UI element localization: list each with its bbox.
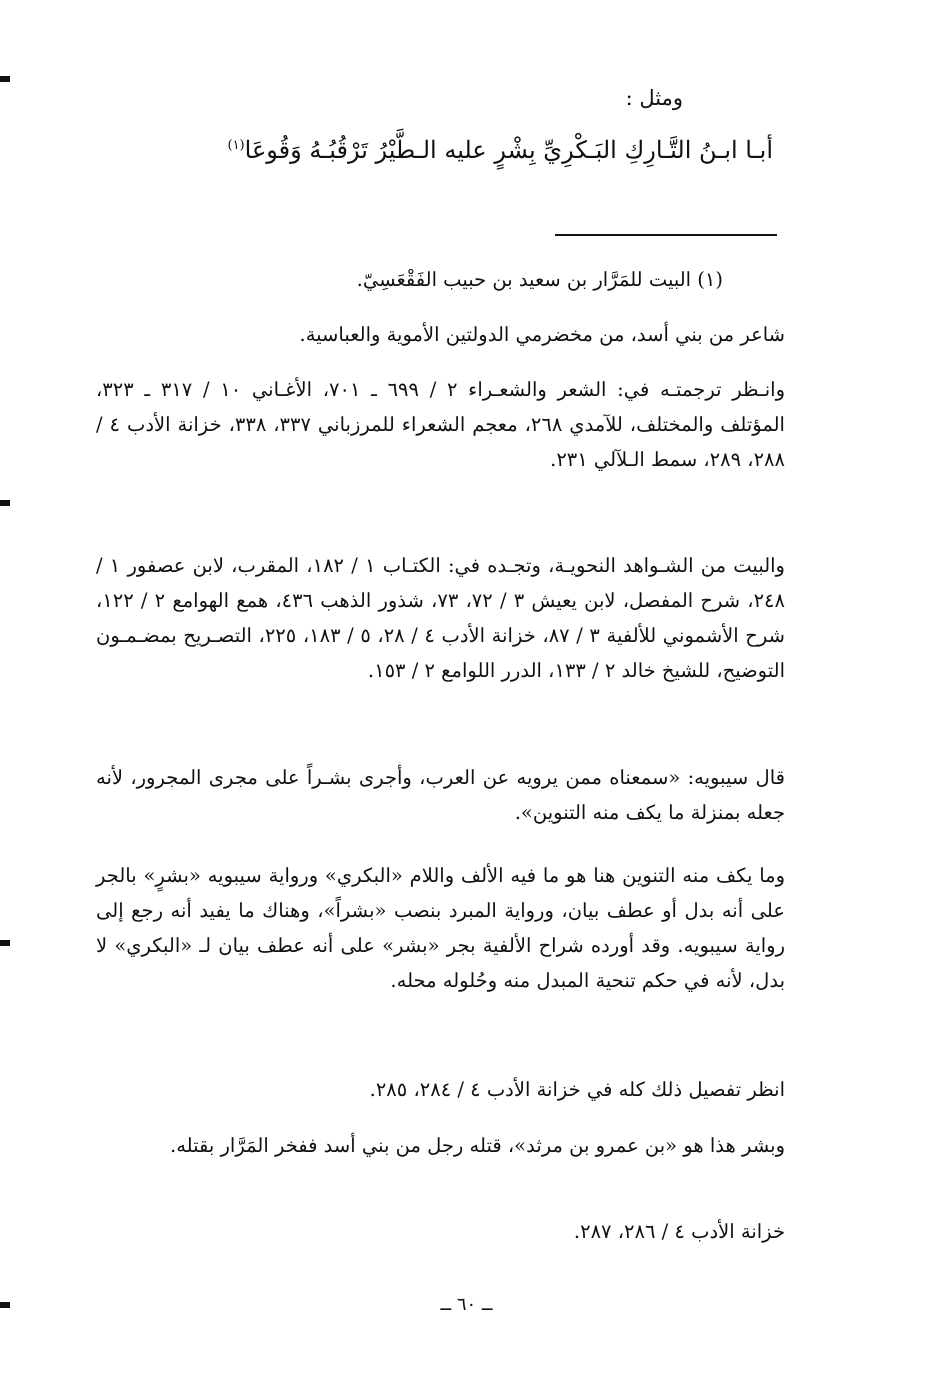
verse-text: أبـا ابـنُ التَّـارِكِ البَـكْرِيِّ بِشْرٍ عليه الـطَّيْرُ تَرْقُبُـهُ وَقُوعَا	[244, 136, 773, 164]
footnote-sibawayh-quote: قال سيبويه: «سمعناه ممن يرويه عن العرب، وأجرى بشـراً على مجرى المجرور، لأنه جعله بمنزلة ما يكف منه التنوين».	[96, 766, 785, 824]
scan-edge-mark	[0, 76, 10, 82]
scan-edge-mark	[0, 500, 10, 506]
footnote-biography-sources: وانـظر ترجمتـه في: الشعر والشعـراء ٢ / ٦٩٩ ـ ٧٠١، الأغـاني ١٠ / ٣١٧ ـ ٣٢٣، المؤتلف والمختلف، للآمدي ٢٦٨، معجم الشعراء للمرزباني ٣٣٧، ٣٣٨، خزانة الأدب ٤ / ٢٨٨، ٢٨٩، سمط الـلآلي ٢٣١.	[96, 378, 785, 471]
footnote-separator	[555, 234, 777, 236]
footnote-1-attribution: (١) البيت للمَرَّار بن سعيد بن حبيب الفَقْعَسِيّ.	[356, 268, 723, 291]
footnote-final-reference: خزانة الأدب ٤ / ٢٨٦، ٢٨٧.	[573, 1220, 785, 1243]
footnote-reference: انظر تفصيل ذلك كله في خزانة الأدب ٤ / ٢٨٤، ٢٨٥.	[369, 1078, 785, 1101]
footnote-marker: (١)	[227, 138, 245, 153]
footnote-bishr-note: وبشر هذا هو «بن عمرو بن مرثد»، قتله رجل من بني أسد ففخر المَرَّار بقتله.	[170, 1134, 785, 1157]
intro-text: ومثل :	[625, 86, 683, 110]
scan-edge-mark	[0, 940, 10, 946]
poetry-verse	[80, 136, 773, 164]
footnote-poet-bio: شاعر من بني أسد، من مخضرمي الدولتين الأموية والعباسية.	[299, 323, 785, 346]
footnote-grammar-sources: والبيت من الشـواهد النحويـة، وتجـده في: الكتـاب ١ / ١٨٢، المقرب، لابن عصفور ١ / ٢٤٨، شرح المفصل، لابن يعيش ٣ / ٧٢، ٧٣، شذور الذهب ٤٣٦، همع الهوامع ٢ / ١٢٢، شرح الأشموني للألفية ٣ / ٨٧، خزانة الأدب ٤ / ٢٨، ٥ / ١٨٣، ٢٢٥، التصـريح بمضـمـون التوضيح، للشيخ خالد ٢ / ١٣٣، الدرر اللوامع ٢ / ١٥٣.	[96, 554, 785, 682]
page-number: ــ ٦٠ ــ	[440, 1294, 493, 1315]
footnote-grammar-discussion: وما يكف منه التنوين هنا هو ما فيه الألف واللام «البكري» ورواية سيبويه «بشرٍ» بالجر على أنه بدل أو عطف بيان، ورواية المبرد بنصب «بشراً»، وهناك ما يفيد أنه رجع إلى رواية سيبويه. وقد أورده شراح الألفية بجر «بشر» على أنه عطف بيان لـ «البكري» لا بدل، لأنه في حكم تنحية المبدل منه وحُلوله محله.	[96, 864, 785, 992]
